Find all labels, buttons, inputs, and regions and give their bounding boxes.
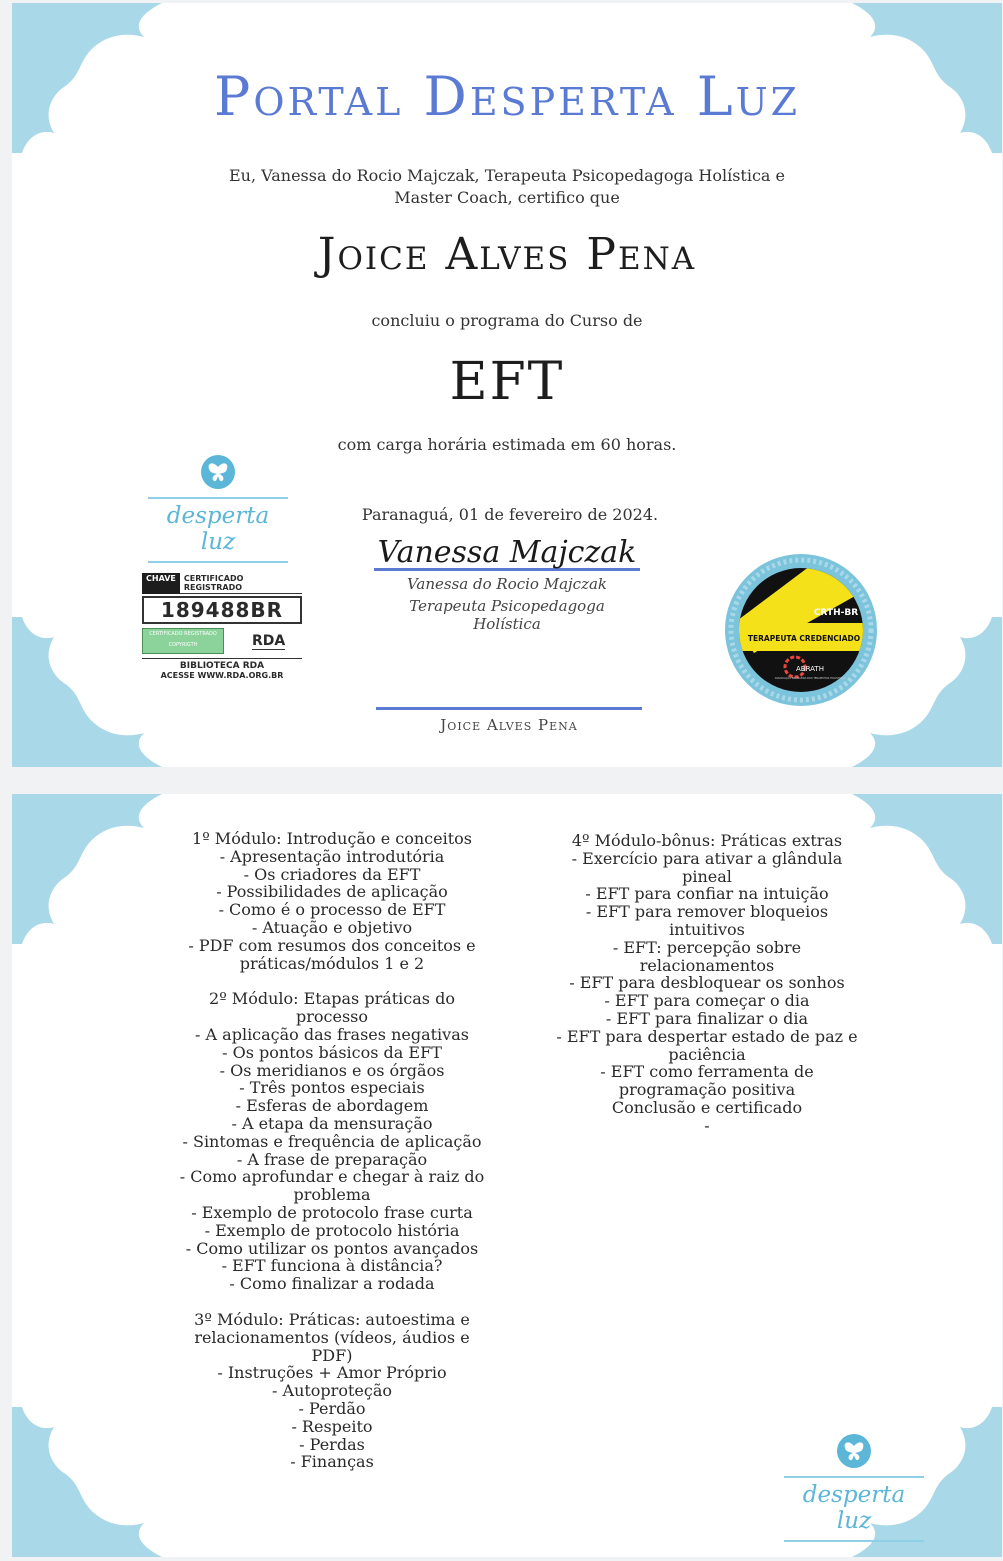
workload-text: com carga horária estimada em 60 horas. (337, 435, 677, 454)
corner-ornament (12, 1392, 177, 1557)
modules-right-column (532, 832, 882, 1153)
module-line: Conclusão e certificado (611, 1097, 803, 1117)
module-section (532, 832, 882, 1135)
module-line: 1º Módulo: Introdução e conceitos (192, 829, 472, 848)
module-line: PDF) (311, 1345, 353, 1365)
certificate-back (12, 794, 1002, 1557)
place-date: Paranaguá, 01 de fevereiro de 2024. (361, 505, 659, 524)
module-line: - Autoproteção (272, 1381, 392, 1401)
module-line: - PDF com resumos dos conceitos e (188, 935, 476, 955)
module-line: - Perdão (298, 1398, 366, 1418)
signer-name: Vanessa do Rocio Majczak (406, 575, 608, 593)
module-line: 4º Módulo-bônus: Práticas extras (571, 831, 843, 850)
module-line: - Esferas de abordagem (235, 1096, 429, 1116)
rda-library: BIBLIOTECA RDA (142, 658, 302, 671)
concluded-text: concluiu o programa do Curso de (371, 311, 643, 330)
module-line: - A aplicação das frases negativas (195, 1024, 469, 1044)
rda-site: ACESSE WWW.RDA.ORG.BR (160, 671, 284, 680)
module-line: intuitivos (669, 919, 745, 939)
module-line: - Apresentação introdutória (219, 846, 445, 866)
module-line: - Atuação e objetivo (251, 917, 413, 937)
module-line: - Três pontos especiais (239, 1078, 425, 1098)
module-line: - Exercício para ativar a glândula (571, 848, 843, 868)
logo-text: desperta luz (148, 497, 288, 563)
recipient-signature-block (376, 707, 642, 734)
module-line: pineal (682, 866, 732, 886)
module-line: - EFT para desbloquear os sonhos (569, 973, 845, 993)
module-line: - EFT para confiar na intuição (585, 884, 829, 904)
module-line: programação positiva (618, 1080, 796, 1100)
rda-code: 189488BR (142, 596, 302, 624)
module-line: - Perdas (299, 1434, 365, 1454)
rda-label: RDA (252, 632, 286, 649)
module-line: - Como finalizar a rodada (229, 1274, 435, 1294)
module-section (162, 830, 502, 972)
corner-ornament (12, 794, 177, 959)
module-line: - Exemplo de protocolo frase curta (191, 1202, 473, 1222)
seal-org: ABRATH (796, 665, 824, 673)
module-line: problema (293, 1185, 371, 1205)
module-line: - EFT para remover bloqueios (585, 902, 829, 922)
module-section (162, 990, 502, 1293)
module-line: - Finanças (290, 1452, 374, 1472)
module-line: paciência (668, 1044, 746, 1064)
course-name: EFT (449, 352, 565, 412)
module-line: - A frase de preparação (236, 1149, 428, 1169)
module-line: - (704, 1115, 710, 1135)
module-line: - Os pontos básicos da EFT (222, 1042, 442, 1062)
module-line: - EFT para começar o dia (604, 991, 810, 1011)
butterfly-icon (837, 1434, 871, 1468)
modules-left-column (162, 830, 502, 1489)
module-line: 3º Módulo: Práticas: autoestima e (194, 1309, 470, 1329)
module-line: - Instruções + Amor Próprio (217, 1363, 447, 1383)
module-line: - EFT para despertar estado de paz e (556, 1026, 858, 1046)
module-line: - EFT funciona à distância? (221, 1256, 443, 1276)
module-line: - EFT: percepção sobre (612, 937, 802, 957)
butterfly-icon (201, 455, 235, 489)
rda-registration-badge (142, 573, 302, 680)
module-line: - Sintomas e frequência de aplicação (182, 1131, 482, 1151)
module-section (162, 1311, 502, 1471)
rda-stamp: CERTIFICADO REGISTRADO COPYRIGTH (142, 628, 224, 654)
rda-registered-label: CERTIFICADO REGISTRADO (180, 573, 302, 594)
seal-code: CRTH-BR (813, 608, 859, 618)
logo-text: desperta luz (784, 1476, 924, 1542)
desperta-luz-logo (148, 455, 288, 563)
module-line: - Exemplo de protocolo história (204, 1220, 460, 1240)
module-line: - Possibilidades de aplicação (216, 882, 448, 902)
seal-label: TERAPEUTA CREDENCIADO (747, 634, 861, 643)
module-line: relacionamentos (639, 955, 775, 975)
rda-chave-label: CHAVE (142, 573, 180, 594)
module-line: - Como aprofundar e chegar à raiz do (179, 1167, 485, 1187)
certificate-front (12, 3, 1002, 767)
module-line: - A etapa da mensuração (231, 1113, 433, 1133)
module-line: - EFT para finalizar o dia (605, 1008, 809, 1028)
desperta-luz-logo (784, 1434, 924, 1542)
module-line: - Como utilizar os pontos avançados (185, 1238, 479, 1258)
module-line: relacionamentos (vídeos, áudios e (194, 1327, 470, 1347)
crth-seal (724, 553, 878, 707)
signer-role: Terapeuta Psicopedagoga Holística (409, 597, 605, 633)
module-line: - EFT como ferramenta de (600, 1062, 814, 1082)
recipient-name: Joice Alves Pena (317, 229, 697, 280)
signature-block (374, 535, 640, 633)
module-line: - Os criadores da EFT (243, 864, 421, 884)
certification-intro: Eu, Vanessa do Rocio Majczak, Terapeuta Psicopedagoga Holística e Master Coach, certifico que (229, 166, 785, 207)
recipient-line-label: Joice Alves Pena (440, 716, 578, 734)
module-line: práticas/módulos 1 e 2 (239, 953, 425, 973)
module-line: - Os meridianos e os órgãos (219, 1060, 445, 1080)
recipient-signature-line (376, 707, 642, 710)
module-line: 2º Módulo: Etapas práticas do (209, 989, 455, 1009)
seal-org-sub: ASSOCIAÇÃO BRASILEIRA DOS TERAPEUTAS HOLÍSTICOS (774, 677, 846, 680)
module-line: - Como é o processo de EFT (218, 900, 446, 920)
signature-script: Vanessa Majczak (377, 535, 637, 570)
module-line: - Respeito (291, 1416, 373, 1436)
certificate-title: Portal Desperta Luz (213, 65, 801, 128)
module-line: processo (295, 1007, 368, 1027)
